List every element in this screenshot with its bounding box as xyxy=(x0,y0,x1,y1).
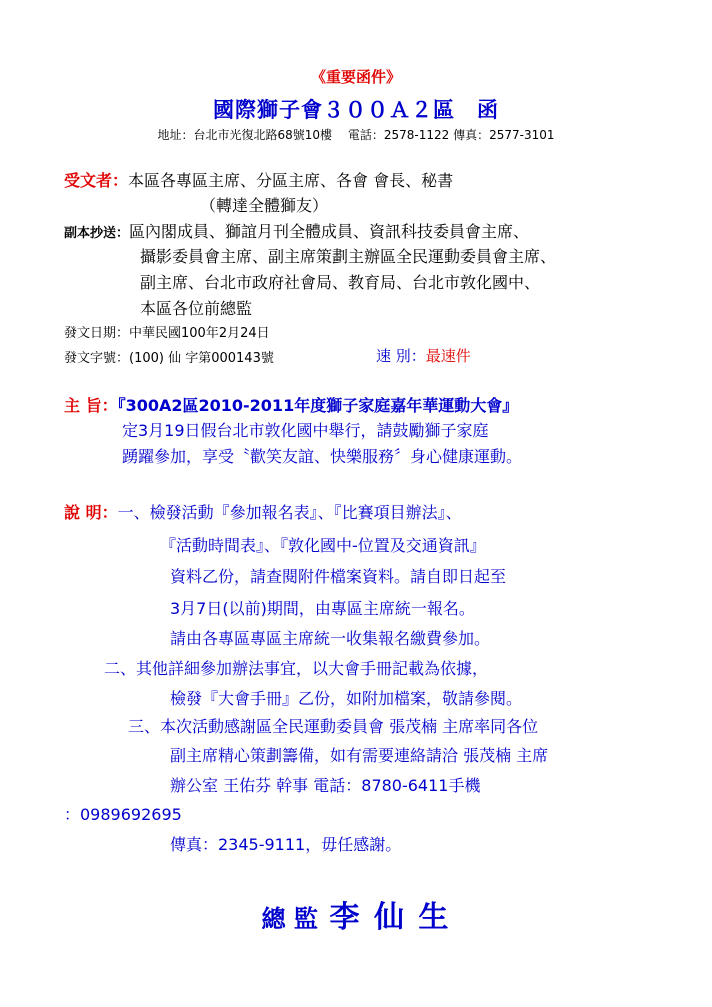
recipients-line-1: 本區各專區主席、分區主席、各會 會長、秘書 xyxy=(128,171,454,190)
explanation-line-9: 副主席精心策劃籌備，如有需要連絡請洽 張茂楠 主席 xyxy=(170,746,549,765)
speed-value: 最速件 xyxy=(425,347,471,365)
recipients-line-2: （轉達全體獅友） xyxy=(200,196,329,215)
explanation-line-2: 『活動時間表』、『敦化國中-位置及交通資訊』 xyxy=(160,536,486,555)
address-line: 地址：台北市光復北路68號10樓 電話：2578-1122 傳真：2577-3101 xyxy=(157,128,555,142)
subject-row xyxy=(64,393,518,416)
explanation-line-10: 辦公室 王佑芬 幹事 電話：8780-6411手機 xyxy=(170,776,481,795)
explanation-line-8: 三、本次活動感謝區全民運動委員會 張茂楠 主席率同各位 xyxy=(128,717,539,736)
signature-name: 李 仙 生 xyxy=(329,900,451,935)
organization-title: 國際獅子會３００Ａ２區 函 xyxy=(213,98,499,122)
speed-row xyxy=(376,345,471,366)
speed-label: 速 別： xyxy=(376,347,426,365)
cc-label: 副本抄送： xyxy=(64,226,130,241)
subject-title: 『300A2區2010-2011年度獅子家庭嘉年華運動大會』 xyxy=(117,396,519,415)
explanation-line-4: 3月7日(以前)期間，由專區主席統一報名。 xyxy=(170,599,475,618)
cc-line-4: 本區各位前總監 xyxy=(140,299,253,318)
subject-label: 主 旨： xyxy=(64,396,118,415)
explanation-line-3: 資料乙份，請查閱附件檔案資料。請自即日起至 xyxy=(170,567,507,586)
recipients-label: 受文者： xyxy=(64,171,129,190)
explanation-row xyxy=(64,500,462,523)
signature-title: 總 監 xyxy=(261,905,318,933)
cc-line-3: 副主席、台北市政府社會局、教育局、台北市敦化國中、 xyxy=(140,273,541,292)
cc-line-1: 區內閣成員、獅誼月刊全體成員、資訊科技委員會主席、 xyxy=(129,222,530,241)
explanation-line-6: 二、其他詳細參加辦法事宜，以大會手冊記載為依據， xyxy=(104,659,489,678)
explanation-line-11: ：0989692695 xyxy=(64,805,182,824)
explanation-line-12: 傳真：2345-9111，毋任感謝。 xyxy=(170,835,402,854)
cc-line-2: 攝影委員會主席、副主席策劃主辦區全民運動委員會主席、 xyxy=(140,247,557,266)
subject-line-2: 定3月19日假台北市敦化國中舉行，請鼓勵獅子家庭 xyxy=(122,421,489,440)
explanation-label: 說 明： xyxy=(64,503,118,522)
issue-number: 發文字號：(100) 仙 字第000143號 xyxy=(64,351,274,366)
document-tag: 《重要函件》 xyxy=(310,68,401,86)
explanation-line-5: 請由各專區專區主席統一收集報名繳費參加。 xyxy=(170,629,491,648)
subject-line-3: 踴躍參加，享受〝歡笑友誼、快樂服務〞身心健康運動。 xyxy=(122,447,523,466)
recipients-row xyxy=(64,168,453,191)
signature xyxy=(0,892,712,936)
issue-date: 發文日期：中華民國100年2月24日 xyxy=(64,326,270,341)
cc-row xyxy=(64,219,529,242)
explanation-line-1: 一、檢發活動『參加報名表』、『比賽項目辦法』、 xyxy=(117,503,462,522)
explanation-line-7: 檢發『大會手冊』乙份，如附加檔案，敬請參閱。 xyxy=(170,689,523,708)
